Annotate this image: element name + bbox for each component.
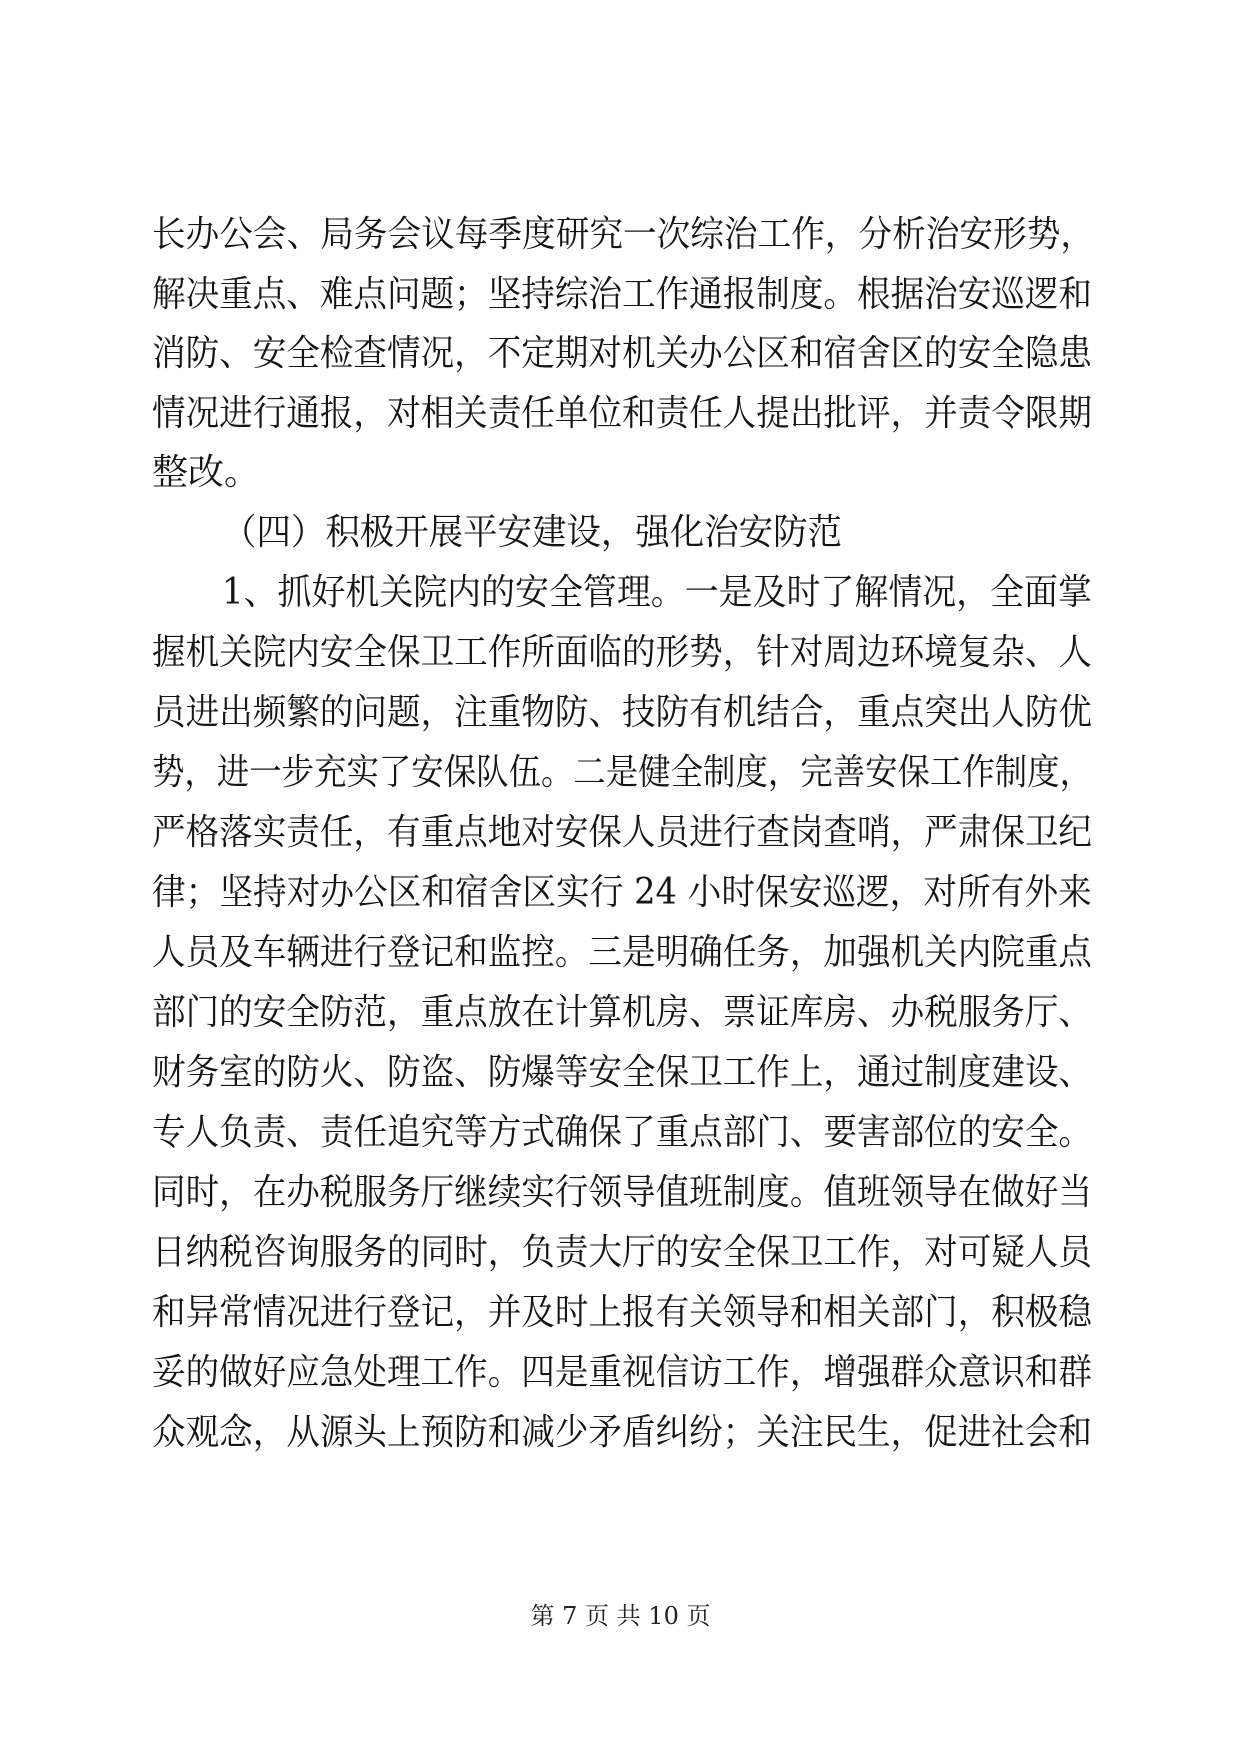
body-line-2 bbox=[0, 264, 1241, 326]
text-line-3: 消防、安全检查情况，不定期对机关办公区和宿舍区的安全隐患 bbox=[152, 333, 1093, 374]
body-line-21 bbox=[0, 1402, 1241, 1464]
body-line-5 bbox=[0, 442, 1241, 504]
body-line-14 bbox=[0, 982, 1241, 1044]
text-line-8: 握机关院内安全保卫工作所面临的形势，针对周边环境复杂、人 bbox=[152, 632, 1093, 673]
text-line-15: 财务室的防火、防盗、防爆等安全保卫工作上，通过制度建设、 bbox=[152, 1052, 1093, 1093]
text-line-10: 势，进一步充实了安保队伍。二是健全制度，完善安保工作制度， bbox=[152, 752, 1093, 793]
section-heading bbox=[0, 502, 1241, 564]
body-line-15 bbox=[0, 1042, 1241, 1104]
body-line-11 bbox=[0, 802, 1241, 864]
body-line-1 bbox=[0, 204, 1241, 266]
text-line-21: 众观念，从源头上预防和减少矛盾纠纷；关注民生，促进社会和 bbox=[152, 1412, 1093, 1453]
body-line-18 bbox=[0, 1222, 1241, 1284]
body-line-13 bbox=[0, 922, 1241, 984]
text-line-5: 整改。 bbox=[152, 452, 261, 493]
body-line-4 bbox=[0, 383, 1241, 445]
body-line-20 bbox=[0, 1342, 1241, 1404]
body-line-7 bbox=[0, 562, 1241, 624]
text-line-4: 情况进行通报，对相关责任单位和责任人提出批评，并责令限期 bbox=[152, 393, 1093, 434]
body-line-17 bbox=[0, 1162, 1241, 1224]
body-line-19 bbox=[0, 1282, 1241, 1344]
text-line-17: 同时，在办税服务厅继续实行领导值班制度。值班领导在做好当 bbox=[152, 1172, 1093, 1213]
page-number-footer: 第 7 页 共 10 页 bbox=[530, 1602, 711, 1630]
body-line-16 bbox=[0, 1102, 1241, 1164]
text-line-12: 律；坚持对办公区和宿舍区实行 24 小时保安巡逻，对所有外来 bbox=[152, 872, 1092, 913]
text-line-19: 和异常情况进行登记，并及时上报有关领导和相关部门，积极稳 bbox=[152, 1292, 1093, 1333]
text-line-9: 员进出频繁的问题，注重物防、技防有机结合，重点突出人防优 bbox=[152, 692, 1093, 733]
text-line-2: 解决重点、难点问题；坚持综治工作通报制度。根据治安巡逻和 bbox=[152, 274, 1093, 315]
text-line-11: 严格落实责任，有重点地对安保人员进行查岗查哨，严肃保卫纪 bbox=[152, 812, 1093, 853]
text-line-1: 长办公会、局务会议每季度研究一次综治工作，分析治安形势， bbox=[152, 214, 1095, 255]
text-line-14: 部门的安全防范，重点放在计算机房、票证库房、办税服务厅、 bbox=[152, 992, 1093, 1033]
text-line-18: 日纳税咨询服务的同时，负责大厅的安全保卫工作，对可疑人员 bbox=[152, 1232, 1093, 1273]
section-heading-text: （四）积极开展平安建设，强化治安防范 bbox=[222, 512, 843, 553]
body-line-3 bbox=[0, 323, 1241, 385]
text-line-13: 人员及车辆进行登记和监控。三是明确任务，加强机关内院重点 bbox=[152, 932, 1093, 973]
body-line-12 bbox=[0, 862, 1241, 924]
text-line-20: 妥的做好应急处理工作。四是重视信访工作，增强群众意识和群 bbox=[152, 1352, 1093, 1393]
text-line-16: 专人负责、责任追究等方式确保了重点部门、要害部位的安全。 bbox=[152, 1112, 1093, 1153]
body-line-10 bbox=[0, 742, 1241, 804]
text-line-7: 1、抓好机关院内的安全管理。一是及时了解情况，全面掌 bbox=[222, 572, 1092, 613]
body-line-9 bbox=[0, 682, 1241, 744]
body-line-8 bbox=[0, 622, 1241, 684]
